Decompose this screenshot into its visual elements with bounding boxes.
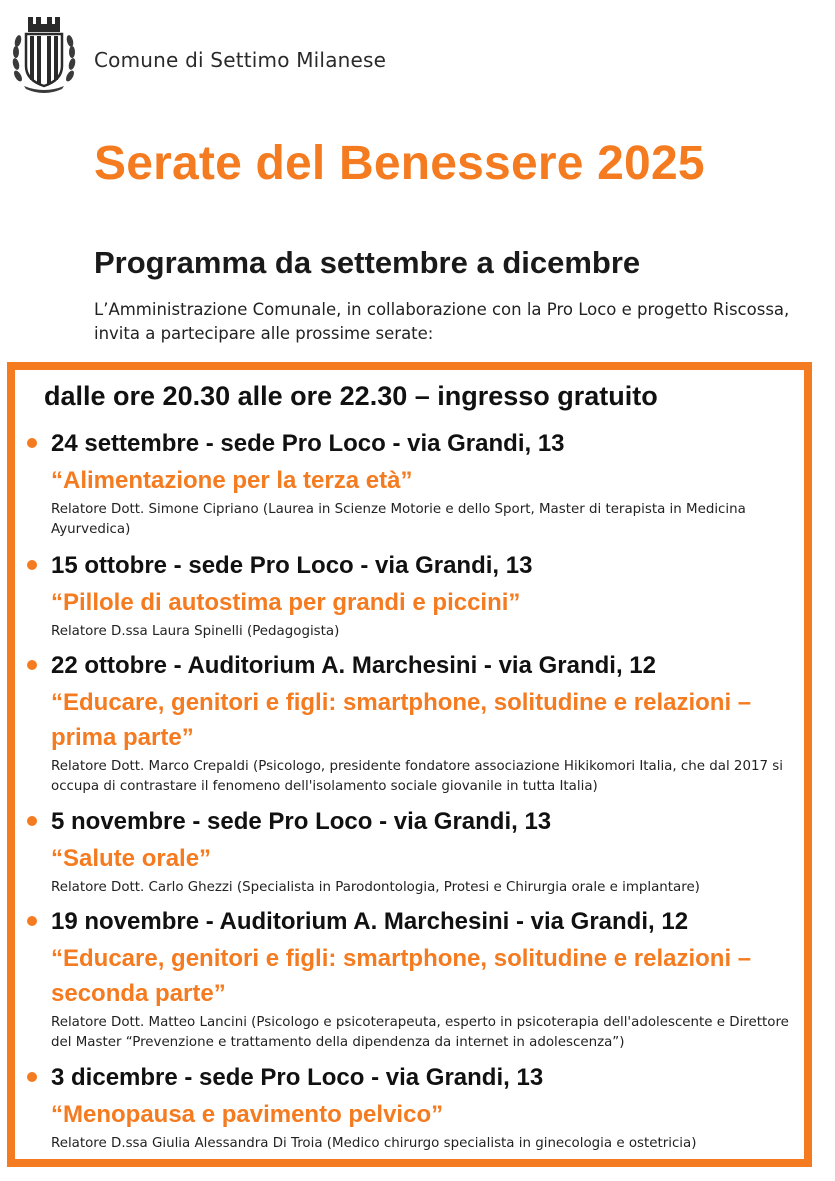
hours-banner: dalle ore 20.30 alle ore 22.30 – ingresso gratuito xyxy=(44,381,658,411)
event-item xyxy=(27,908,797,1053)
coat-of-arms-icon xyxy=(10,14,78,94)
event-speaker: Relatore D.ssa Giulia Alessandra Di Troia (Medico chirurgo specialista in ginecologia e ostetricia) xyxy=(51,1136,697,1151)
event-date-venue: 24 settembre - sede Pro Loco - via Grandi, 13 xyxy=(51,430,565,457)
event-title: “Salute orale” xyxy=(51,845,212,872)
bullet-icon xyxy=(27,560,37,570)
event-date-venue: 22 ottobre - Auditorium A. Marchesini - via Grandi, 12 xyxy=(51,652,656,679)
bullet-icon xyxy=(27,438,37,448)
event-date-venue: 19 novembre - Auditorium A. Marchesini - via Grandi, 12 xyxy=(51,908,689,935)
event-date-venue: 5 novembre - sede Pro Loco - via Grandi, 13 xyxy=(51,808,552,835)
event-title: “Alimentazione per la terza età” xyxy=(51,467,413,494)
event-item xyxy=(27,430,797,540)
event-speaker: Relatore D.ssa Laura Spinelli (Pedagogista) xyxy=(51,624,340,639)
event-speaker: Relatore Dott. Matteo Lancini (Psicologo e psicoterapeuta, esperto in psicoterapia dell'adolescente e Direttore del Master “Prevenzione e trattamento della dipendenza da internet in adolescenza”) xyxy=(51,1015,789,1050)
event-speaker: Relatore Dott. Carlo Ghezzi (Specialista in Parodontologia, Protesi e Chirurgia orale e implantare) xyxy=(51,880,700,895)
event-date-venue: 3 dicembre - sede Pro Loco - via Grandi, 13 xyxy=(51,1064,544,1091)
event-title: “Menopausa e pavimento pelvico” xyxy=(51,1101,444,1128)
event-title: “Pillole di autostima per grandi e piccini” xyxy=(51,589,521,616)
event-item xyxy=(27,1064,797,1154)
event-title: “Educare, genitori e figli: smartphone, solitudine e relazioni – prima parte” xyxy=(51,689,752,751)
bullet-icon xyxy=(27,1072,37,1082)
event-item xyxy=(27,552,797,642)
event-date-venue: 15 ottobre - sede Pro Loco - via Grandi, 13 xyxy=(51,552,533,579)
comune-name: Comune di Settimo Milanese xyxy=(94,48,387,72)
bullet-icon xyxy=(27,816,37,826)
page-subtitle: Programma da settembre a dicembre xyxy=(94,245,641,280)
event-title: “Educare, genitori e figli: smartphone, solitudine e relazioni – seconda parte” xyxy=(51,945,752,1007)
event-item xyxy=(27,808,797,898)
event-speaker: Relatore Dott. Marco Crepaldi (Psicologo, presidente fondatore associazione Hikikomori Italia, che dal 2017 si occupa di contrastare il fenomeno dell'isolamento sociale giovanile in tutta Italia) xyxy=(51,759,783,794)
bullet-icon xyxy=(27,660,37,670)
event-item xyxy=(27,652,797,797)
page-title: Serate del Benessere 2025 xyxy=(94,137,705,190)
header xyxy=(10,14,386,94)
event-speaker: Relatore Dott. Simone Cipriano (Laurea in Scienze Motorie e dello Sport, Master di terapista in Medicina Ayurvedica) xyxy=(51,502,746,537)
intro-text: L’Amministrazione Comunale, in collaborazione con la Pro Loco e progetto Riscossa, invita a partecipare alle prossime serate: xyxy=(94,300,790,343)
bullet-icon xyxy=(27,916,37,926)
